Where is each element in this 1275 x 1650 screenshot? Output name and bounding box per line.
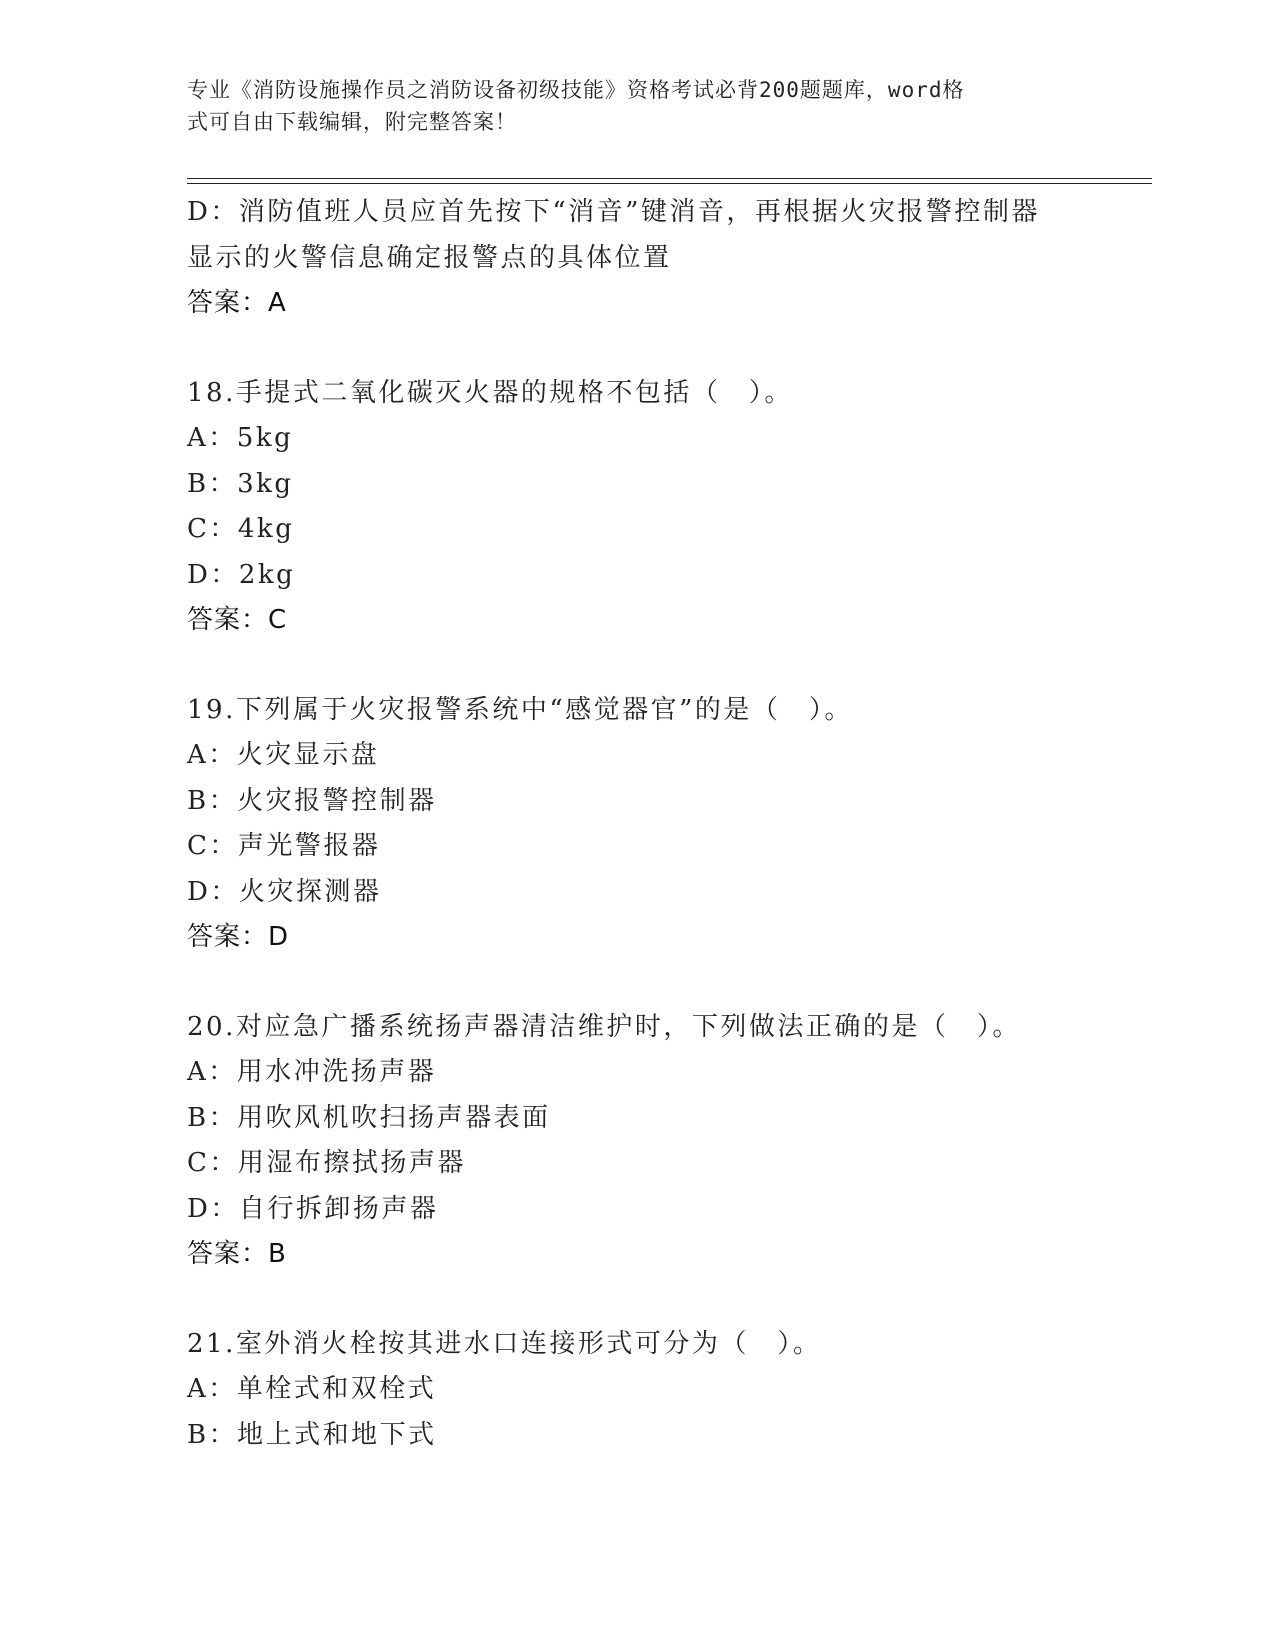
option-d: D：火灾探测器	[187, 876, 382, 907]
option-b: B：火灾报警控制器	[187, 785, 437, 816]
question-19	[187, 688, 1087, 961]
question-list	[187, 190, 1087, 1458]
question-18	[187, 371, 1087, 644]
answer: 答案：C	[187, 605, 288, 635]
question-stem: 18.手提式二氧化碳灭火器的规格不包括（ ）。	[187, 377, 793, 408]
header-rule-bottom	[187, 183, 1152, 184]
document-header	[187, 74, 1067, 138]
question-21	[187, 1322, 1087, 1459]
header-line-1: 专业《消防设施操作员之消防设备初级技能》资格考试必背200题题库，word格	[187, 78, 965, 102]
question-stem: 19.下列属于火灾报警系统中“感觉器官”的是（ ）。	[187, 694, 853, 725]
option-a: A：用水冲洗扬声器	[187, 1057, 437, 1087]
option-b: B：3kg	[187, 468, 294, 499]
option-a: A：5kg	[187, 423, 294, 453]
option-d: D：自行拆卸扬声器	[187, 1193, 439, 1224]
question-stem: 21.室外消火栓按其进水口连接形式可分为（ ）。	[187, 1328, 822, 1359]
option-b: B：地上式和地下式	[187, 1419, 437, 1450]
option-b: B：用吹风机吹扫扬声器表面	[187, 1102, 551, 1133]
carryover-question	[187, 190, 1087, 327]
header-line-2: 式可自由下载编辑，附完整答案！	[187, 110, 517, 134]
answer: 答案：D	[187, 922, 290, 952]
option-d: D：2kg	[187, 559, 296, 590]
option-d-line-1: D：消防值班人员应首先按下“消音”键消音，再根据火灾报警控制器	[187, 197, 1040, 227]
option-a: A：单栓式和双栓式	[187, 1374, 437, 1404]
question-20	[187, 1005, 1087, 1278]
question-stem: 20.对应急广播系统扬声器清洁维护时，下列做法正确的是（ ）。	[187, 1011, 1021, 1042]
option-c: C：4kg	[187, 514, 295, 544]
answer: 答案：A	[187, 288, 287, 318]
option-c: C：声光警报器	[187, 831, 381, 861]
answer: 答案：B	[187, 1239, 287, 1269]
option-c: C：用湿布擦拭扬声器	[187, 1148, 466, 1178]
option-d-line-2: 显示的火警信息确定报警点的具体位置	[187, 242, 672, 273]
header-rule-top	[187, 178, 1152, 179]
option-a: A：火灾显示盘	[187, 740, 380, 770]
